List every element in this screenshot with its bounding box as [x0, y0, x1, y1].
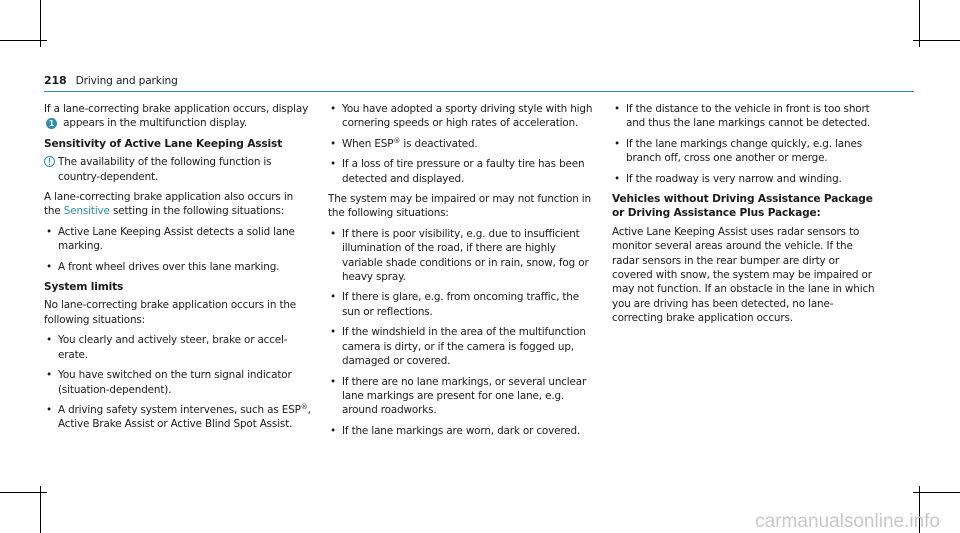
- paragraph: Active Lane Keeping Assist uses radar sensors to monitor several areas around the vehicle. If the radar sensors in the rear bumper are dirty or covered with snow, the system may be impaired or may not function. If an obstacle in the lane in which you are driving has been detected, no lane-correcting brake application occurs.: [612, 225, 875, 325]
- list-item: • If there are no lane markings, or several unclear lane markings are present for one lane, e.g. around roadworks.: [328, 375, 596, 418]
- column-right: [612, 102, 880, 332]
- bullet-list: [328, 102, 596, 186]
- note-text: The availability of the following function is country-dependent.: [58, 156, 272, 183]
- heading-sensitivity: Sensitivity of Active Lane Keeping Assist: [44, 137, 283, 150]
- paragraph: No lane-correcting brake application occurs in the following situations:: [44, 299, 297, 326]
- intro-paragraph: If a lane-correcting brake application occurs, display 1 appears in the multifunction display.: [44, 103, 309, 130]
- list-item: • You clearly and actively steer, brake or accelerate.: [44, 333, 312, 362]
- info-icon: [44, 156, 55, 167]
- page-number: 218: [44, 74, 67, 87]
- paragraph: The system may be impaired or may not function in the following situations:: [328, 193, 591, 220]
- watermark: carmanualsonline.info: [755, 510, 940, 532]
- page-header: [44, 74, 914, 92]
- bullet-list: [612, 102, 880, 186]
- bullet-list: [44, 225, 312, 274]
- info-note: [44, 155, 312, 184]
- list-item: • You have adopted a sporty driving style with high cornering speeds or high rates of acceleration.: [328, 102, 596, 131]
- crop-mark: [0, 492, 47, 493]
- list-item: • You have switched on the turn signal indicator (situation-dependent).: [44, 368, 312, 397]
- list-item: • If the lane markings are worn, dark or covered.: [328, 424, 596, 438]
- list-item: • Active Lane Keeping Assist detects a solid lane marking.: [44, 225, 312, 254]
- list-item: • If a loss of tire pressure or a faulty tire has been detected and displayed.: [328, 157, 596, 186]
- heading-system-limits: System limits: [44, 281, 124, 294]
- section-title: Driving and parking: [75, 75, 178, 87]
- list-item: • If the lane markings change quickly, e.g. lanes branch off, cross one another or merge.: [612, 137, 880, 166]
- list-item: • A front wheel drives over this lane marking.: [44, 260, 312, 274]
- column-middle: [328, 102, 596, 444]
- crop-mark: [913, 492, 960, 493]
- crop-mark: [913, 40, 960, 41]
- list-item: • If there is poor visibility, e.g. due to insufficient illumination of the road, if there are highly variable shade conditions or in rain, snow, fog or heavy spray.: [328, 227, 596, 285]
- list-item: • A driving safety system intervenes, such as ESP®, Active Brake Assist or Active Blind Spot Assist.: [44, 403, 312, 432]
- list-item: • If the distance to the vehicle in front is too short and thus the lane markings cannot be detected.: [612, 102, 880, 131]
- list-item: • If the windshield in the area of the multifunction camera is dirty, or if the camera is fogged up, damaged or covered.: [328, 325, 596, 368]
- list-item: • If there is glare, e.g. from oncoming traffic, the sun or reflections.: [328, 290, 596, 319]
- bullet-list: [44, 333, 312, 431]
- header-rule: [44, 91, 914, 92]
- paragraph: A lane-correcting brake application also occurs in the Sensitive setting in the following situations:: [44, 191, 293, 218]
- sensitive-link[interactable]: Sensitive: [63, 205, 110, 218]
- crop-mark: [40, 486, 41, 533]
- heading-vehicles-without-package: Vehicles without Driving Assistance Package or Driving Assistance Plus Package:: [612, 193, 873, 220]
- crop-mark: [0, 40, 47, 41]
- list-item: • When ESP® is deactivated.: [328, 137, 596, 151]
- callout-badge: 1: [46, 118, 57, 129]
- list-item: • If the roadway is very narrow and winding.: [612, 172, 880, 186]
- column-left: [44, 102, 312, 438]
- bullet-list: [328, 227, 596, 438]
